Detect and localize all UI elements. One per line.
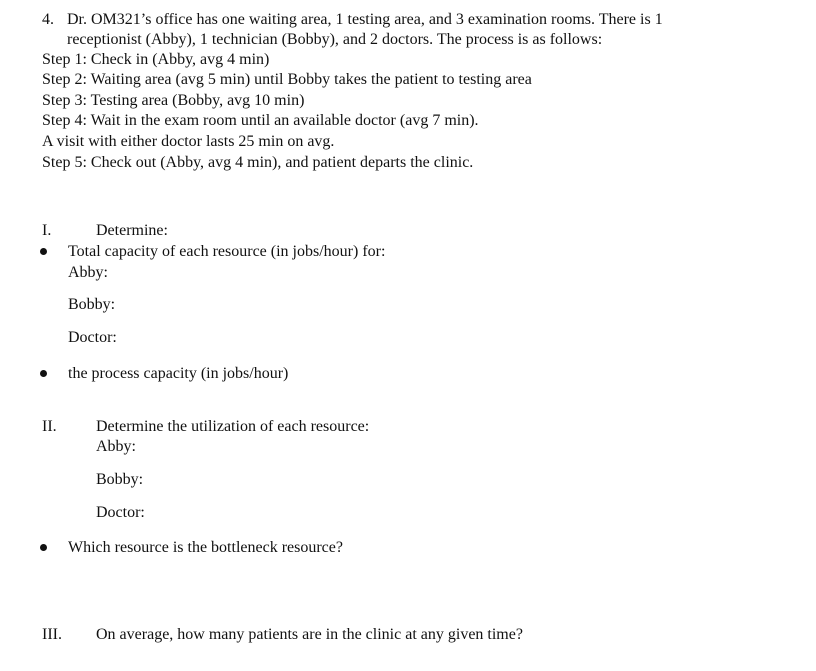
doctor-visit-note: A visit with either doctor lasts 25 min on avg.: [42, 133, 335, 150]
step-4: Step 4: Wait in the exam room until an available doctor (avg 7 min).: [42, 112, 479, 129]
part-2-heading: Determine the utilization of each resource:: [96, 418, 370, 435]
part-2-resource-abby: Abby:: [96, 438, 136, 455]
part-1-resource-doctor: Doctor:: [68, 329, 117, 346]
question-intro-line-1: Dr. OM321’s office has one waiting area, 1 testing area, and 3 examination rooms. There is 1: [67, 11, 663, 28]
part-1-capacity-question: Total capacity of each resource (in jobs/hour) for:: [68, 243, 386, 260]
bullet-icon: [40, 544, 47, 551]
part-1-process-capacity-question: the process capacity (in jobs/hour): [68, 365, 289, 382]
part-3-numeral: III.: [42, 626, 62, 643]
part-3-heading: On average, how many patients are in the clinic at any given time?: [96, 626, 523, 643]
question-intro-line-2: receptionist (Abby), 1 technician (Bobby), and 2 doctors. The process is as follows:: [67, 31, 603, 48]
step-3: Step 3: Testing area (Bobby, avg 10 min): [42, 92, 305, 109]
part-2-bottleneck-question: Which resource is the bottleneck resource?: [68, 539, 343, 556]
part-1-resource-abby: Abby:: [68, 264, 108, 281]
step-1: Step 1: Check in (Abby, avg 4 min): [42, 51, 270, 68]
bullet-icon: [40, 248, 47, 255]
part-1-heading: Determine:: [96, 222, 168, 239]
part-1-resource-bobby: Bobby:: [68, 296, 116, 313]
bullet-icon: [40, 370, 47, 377]
part-2-numeral: II.: [42, 418, 57, 435]
part-2-resource-doctor: Doctor:: [96, 504, 145, 521]
step-2: Step 2: Waiting area (avg 5 min) until Bobby takes the patient to testing area: [42, 71, 532, 88]
step-5: Step 5: Check out (Abby, avg 4 min), and patient departs the clinic.: [42, 154, 474, 171]
part-2-resource-bobby: Bobby:: [96, 471, 144, 488]
question-number: 4.: [42, 11, 54, 28]
part-1-numeral: I.: [42, 222, 52, 239]
